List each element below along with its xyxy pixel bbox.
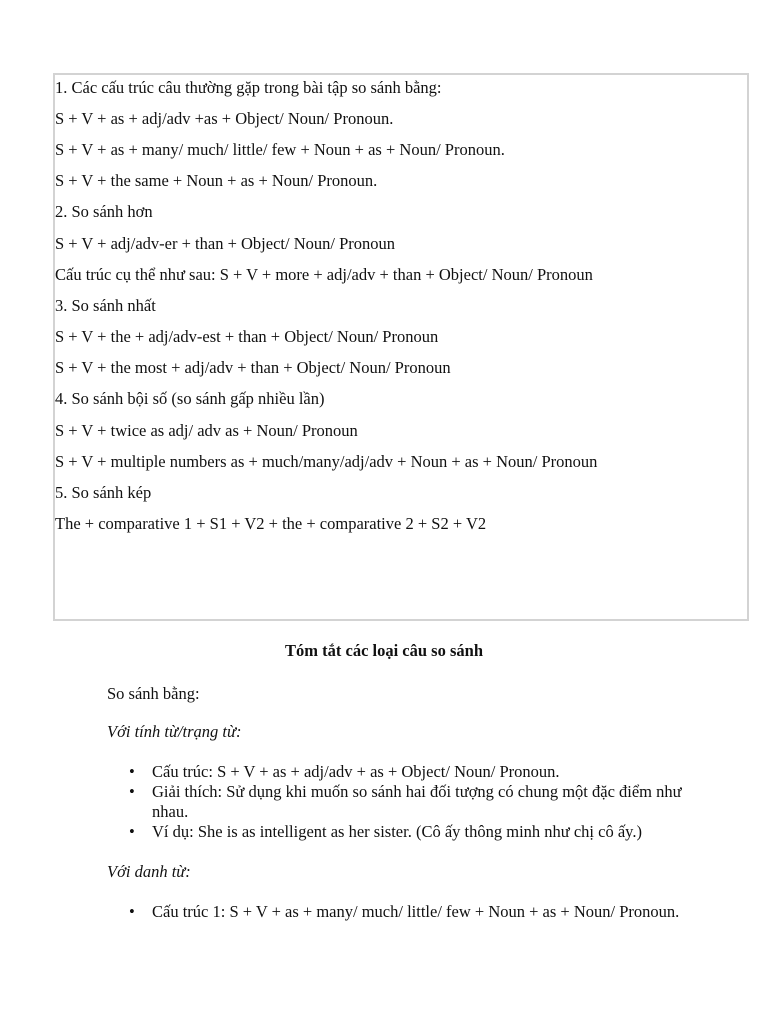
box-line: S + V + the same + Noun + as + Noun/ Pronoun. [55, 171, 378, 190]
list-item [107, 782, 707, 822]
list-item-text: Giải thích: Sử dụng khi muốn so sánh hai đối tượng có chung một đặc điểm như nhau. [152, 782, 682, 821]
box-line: The + comparative 1 + S1 + V2 + the + comparative 2 + S2 + V2 [55, 514, 487, 533]
bullet-icon: • [129, 782, 135, 801]
list-item-text: Cấu trúc 1: S + V + as + many/ much/ little/ few + Noun + as + Noun/ Pronoun. [152, 902, 680, 921]
list-item [107, 822, 707, 842]
section-heading-equal: So sánh bằng: [107, 684, 200, 703]
box-line: 1. Các cấu trúc câu thường gặp trong bài tập so sánh bằng: [55, 78, 442, 97]
adj-bullet-list [107, 762, 707, 842]
noun-bullet-list [107, 902, 707, 922]
box-line: S + V + adj/adv-er + than + Object/ Noun/ Pronoun [55, 234, 395, 253]
subheading-noun: Với danh từ: [107, 862, 191, 881]
box-line: S + V + multiple numbers as + much/many/adj/adv + Noun + as + Noun/ Pronoun [55, 452, 598, 471]
box-line: S + V + as + many/ much/ little/ few + Noun + as + Noun/ Pronoun. [55, 140, 505, 159]
box-line: S + V + twice as adj/ adv as + Noun/ Pronoun [55, 421, 358, 440]
box-line: 2. So sánh hơn [55, 202, 153, 221]
box-line: 4. So sánh bội số (so sánh gấp nhiều lần) [55, 389, 325, 408]
bullet-icon: • [129, 762, 135, 781]
subheading-adj-adv: Với tính từ/trạng từ: [107, 722, 242, 741]
page-title: Tóm tắt các loại câu so sánh [285, 641, 483, 660]
box-line: 5. So sánh kép [55, 483, 152, 502]
list-item [107, 902, 707, 922]
box-line: 3. So sánh nhất [55, 296, 156, 315]
box-line: Cấu trúc cụ thể như sau: S + V + more + adj/adv + than + Object/ Noun/ Pronoun [55, 265, 593, 284]
list-item [107, 762, 707, 782]
list-item-text: Cấu trúc: S + V + as + adj/adv + as + Object/ Noun/ Pronoun. [152, 762, 560, 781]
box-line: S + V + the + adj/adv-est + than + Object/ Noun/ Pronoun [55, 327, 439, 346]
box-line: S + V + the most + adj/adv + than + Object/ Noun/ Pronoun [55, 358, 451, 377]
box-line: S + V + as + adj/adv +as + Object/ Noun/ Pronoun. [55, 109, 394, 128]
bullet-icon: • [129, 822, 135, 841]
bullet-icon: • [129, 902, 135, 921]
list-item-text: Ví dụ: She is as intelligent as her sister. (Cô ấy thông minh như chị cô ấy.) [152, 822, 642, 841]
